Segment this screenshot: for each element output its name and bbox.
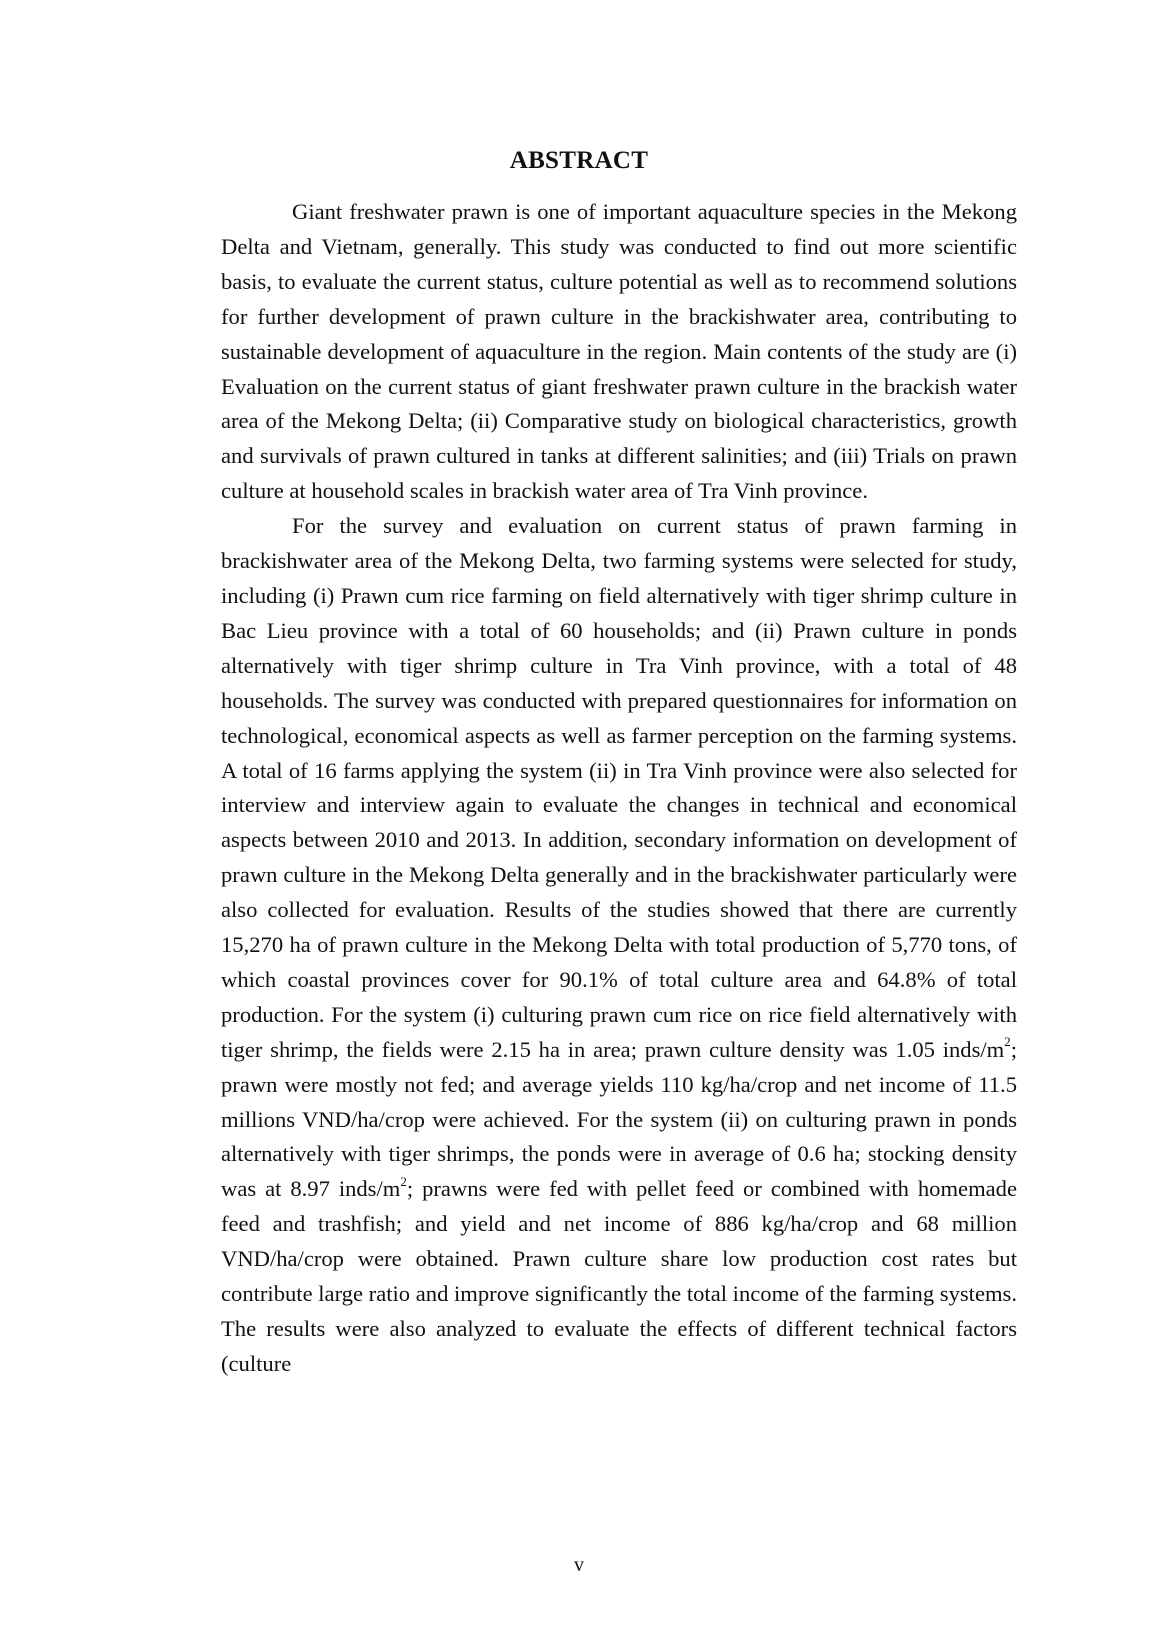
paragraph-1: Giant freshwater prawn is one of important aquaculture species in the Mekong Delta and Vietnam, generally. This study was conducted to find out more scientific basis, to evaluate the current status, culture potential as well as to recommend solutions for further development of prawn culture in the brackishwater area, contributing to sustainable development of aquaculture in the region. Main contents of the study are (i) Evaluation on the current status of giant freshwater prawn culture in the brackish water area of the Mekong Delta; (ii) Comparative study on biological characteristics, growth and survivals of prawn cultured in tanks at different salinities; and (iii) Trials on prawn culture at household scales in brackish water area of Tra Vinh province. [221, 199, 1017, 504]
abstract-body [221, 195, 1017, 1382]
paragraph-2-text-b: ; prawn were mostly not fed; and average yields 110 kg/ha/crop and net income of 11.5 millions VND/ha/crop were achieved. For the system (ii) on culturing prawn in ponds alternatively with tiger shrimps, the ponds were in average of 0.6 ha; stocking density was at 8.97 inds/m [221, 1036, 1017, 1202]
paragraph-2-text-a: For the survey and evaluation on current status of prawn farming in brackishwater area of the Mekong Delta, two farming systems were selected for study, including (i) Prawn cum rice farming on field alternatively with tiger shrimp culture in Bac Lieu province with a total of 60 households; and (ii) Prawn culture in ponds alternatively with tiger shrimp culture in Tra Vinh province, with a total of 48 households. The survey was conducted with prepared questionnaires for information on technological, economical aspects as well as farmer perception on the farming systems. A total of 16 farms applying the system (ii) in Tra Vinh province were also selected for interview and interview again to evaluate the changes in technical and economical aspects between 2010 and 2013. In addition, secondary information on development of prawn culture in the Mekong Delta generally and in the brackishwater particularly were also collected for evaluation. Results of the studies showed that there are currently 15,270 ha of prawn culture in the Mekong Delta with total production of 5,770 tons, of which coastal provinces cover for 90.1% of total culture area and 64.8% of total production. For the system (i) culturing prawn cum rice on rice field alternatively with tiger shrimp, the fields were 2.15 ha in area; prawn culture density was 1.05 inds/m [221, 513, 1017, 1062]
page-number: v [574, 1554, 584, 1576]
superscript-exponent: 2 [1004, 1034, 1011, 1050]
superscript-exponent: 2 [400, 1173, 407, 1189]
paragraph-2 [221, 509, 1017, 1382]
page-title: ABSTRACT [509, 147, 649, 174]
paragraph-2-text-c: ; prawns were fed with pellet feed or combined with homemade feed and trashfish; and yield and net income of 886 kg/ha/crop and 68 million VND/ha/crop were obtained. Prawn culture share low production cost rates but contribute large ratio and improve significantly the total income of the farming systems. The results were also analyzed to evaluate the effects of different technical factors (culture [221, 1176, 1018, 1376]
